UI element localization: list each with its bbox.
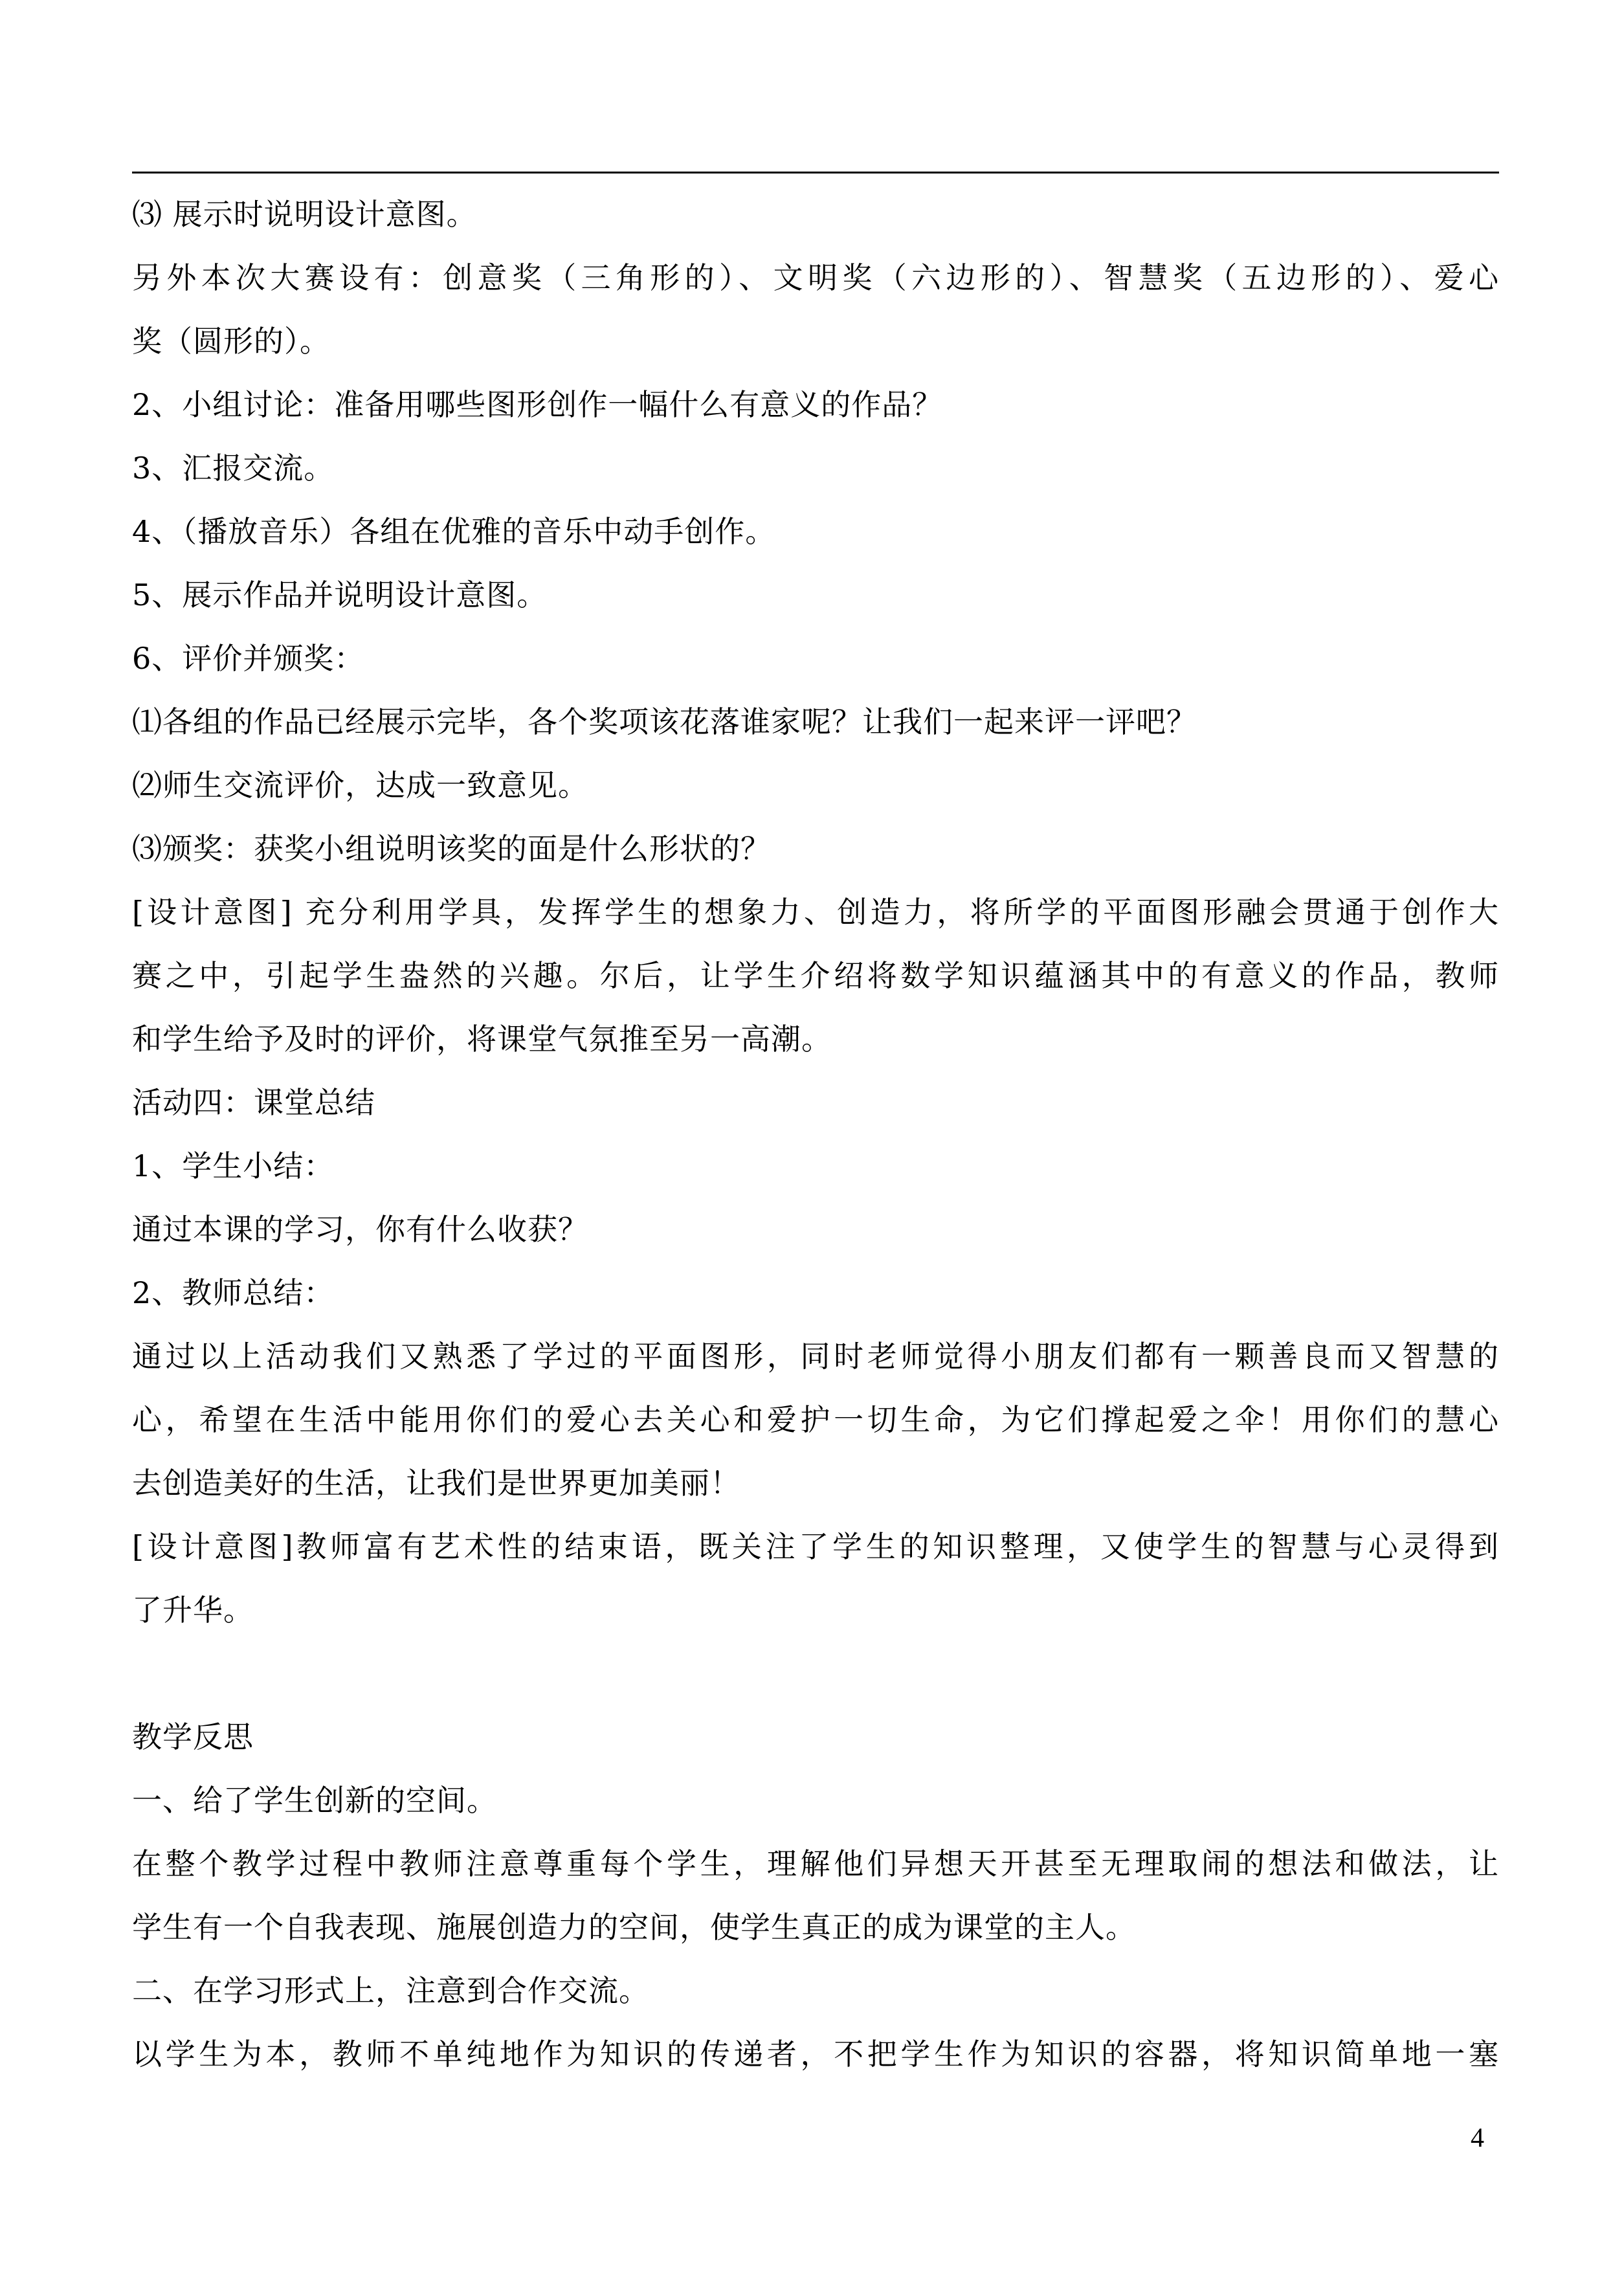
text-line: 赛之中，引起学生盎然的兴趣。尔后，让学生介绍将数学知识蕴涵其中的有意义的作品，教师 <box>132 958 1499 993</box>
section-heading: 活动四：课堂总结 <box>132 1085 375 1120</box>
text-line: 5、展示作品并说明设计意图。 <box>132 577 548 612</box>
text-line: 一、给了学生创新的空间。 <box>132 1783 497 1818</box>
text-line: ⑶颁奖：获奖小组说明该奖的面是什么形状的？ <box>132 831 771 866</box>
text-line: 4、（播放音乐）各组在优雅的音乐中动手创作。 <box>132 514 776 549</box>
text-line: 奖（圆形的）。 <box>132 324 330 359</box>
text-line: [设计意图] 充分利用学具，发挥学生的想象力、创造力，将所学的平面图形融会贯通于创作大 <box>132 895 1499 930</box>
text-line: 二、在学习形式上，注意到合作交流。 <box>132 1973 649 2008</box>
text-line: ⑶ 展示时说明设计意图。 <box>132 197 477 232</box>
document-body <box>132 183 1499 2086</box>
text-line: 2、教师总结： <box>132 1275 335 1310</box>
text-line: 2、小组讨论：准备用哪些图形创作一幅什么有意义的作品？ <box>132 387 943 422</box>
header-rule <box>132 172 1499 173</box>
text-line: 去创造美好的生活，让我们是世界更加美丽！ <box>132 1466 740 1501</box>
page-number: 4 <box>1471 2123 1484 2153</box>
text-line: 通过以上活动我们又熟悉了学过的平面图形，同时老师觉得小朋友们都有一颗善良而又智慧的 <box>132 1339 1499 1374</box>
blank-line <box>132 1642 1499 1705</box>
text-line: ⑵师生交流评价，达成一致意见。 <box>132 768 588 803</box>
text-line: 通过本课的学习，你有什么收获？ <box>132 1212 588 1247</box>
text-line: [设计意图]教师富有艺术性的结束语，既关注了学生的知识整理，又使学生的智慧与心灵得到 <box>132 1529 1499 1564</box>
text-line: 6、评价并颁奖： <box>132 641 365 676</box>
text-line: 和学生给予及时的评价，将课堂气氛推至另一高潮。 <box>132 1022 832 1057</box>
text-line: 3、汇报交流。 <box>132 451 335 486</box>
text-line: 学生有一个自我表现、施展创造力的空间，使学生真正的成为课堂的主人。 <box>132 1910 1136 1945</box>
text-line: 另外本次大赛设有：创意奖（三角形的）、文明奖（六边形的）、智慧奖（五边形的）、爱心 <box>132 260 1499 295</box>
text-line: 以学生为本，教师不单纯地作为知识的传递者，不把学生作为知识的容器，将知识简单地一塞 <box>132 2037 1499 2072</box>
text-line: 心，希望在生活中能用你们的爱心去关心和爱护一切生命，为它们撑起爱之伞！用你们的慧心 <box>132 1402 1499 1437</box>
section-heading: 教学反思 <box>132 1719 254 1754</box>
text-line: ⑴各组的作品已经展示完毕，各个奖项该花落谁家呢？让我们一起来评一评吧？ <box>132 704 1197 739</box>
text-line: 了升华。 <box>132 1593 254 1627</box>
text-line: 在整个教学过程中教师注意尊重每个学生，理解他们异想天开甚至无理取闹的想法和做法，让 <box>132 1846 1499 1881</box>
text-line: 1、学生小结： <box>132 1148 335 1183</box>
